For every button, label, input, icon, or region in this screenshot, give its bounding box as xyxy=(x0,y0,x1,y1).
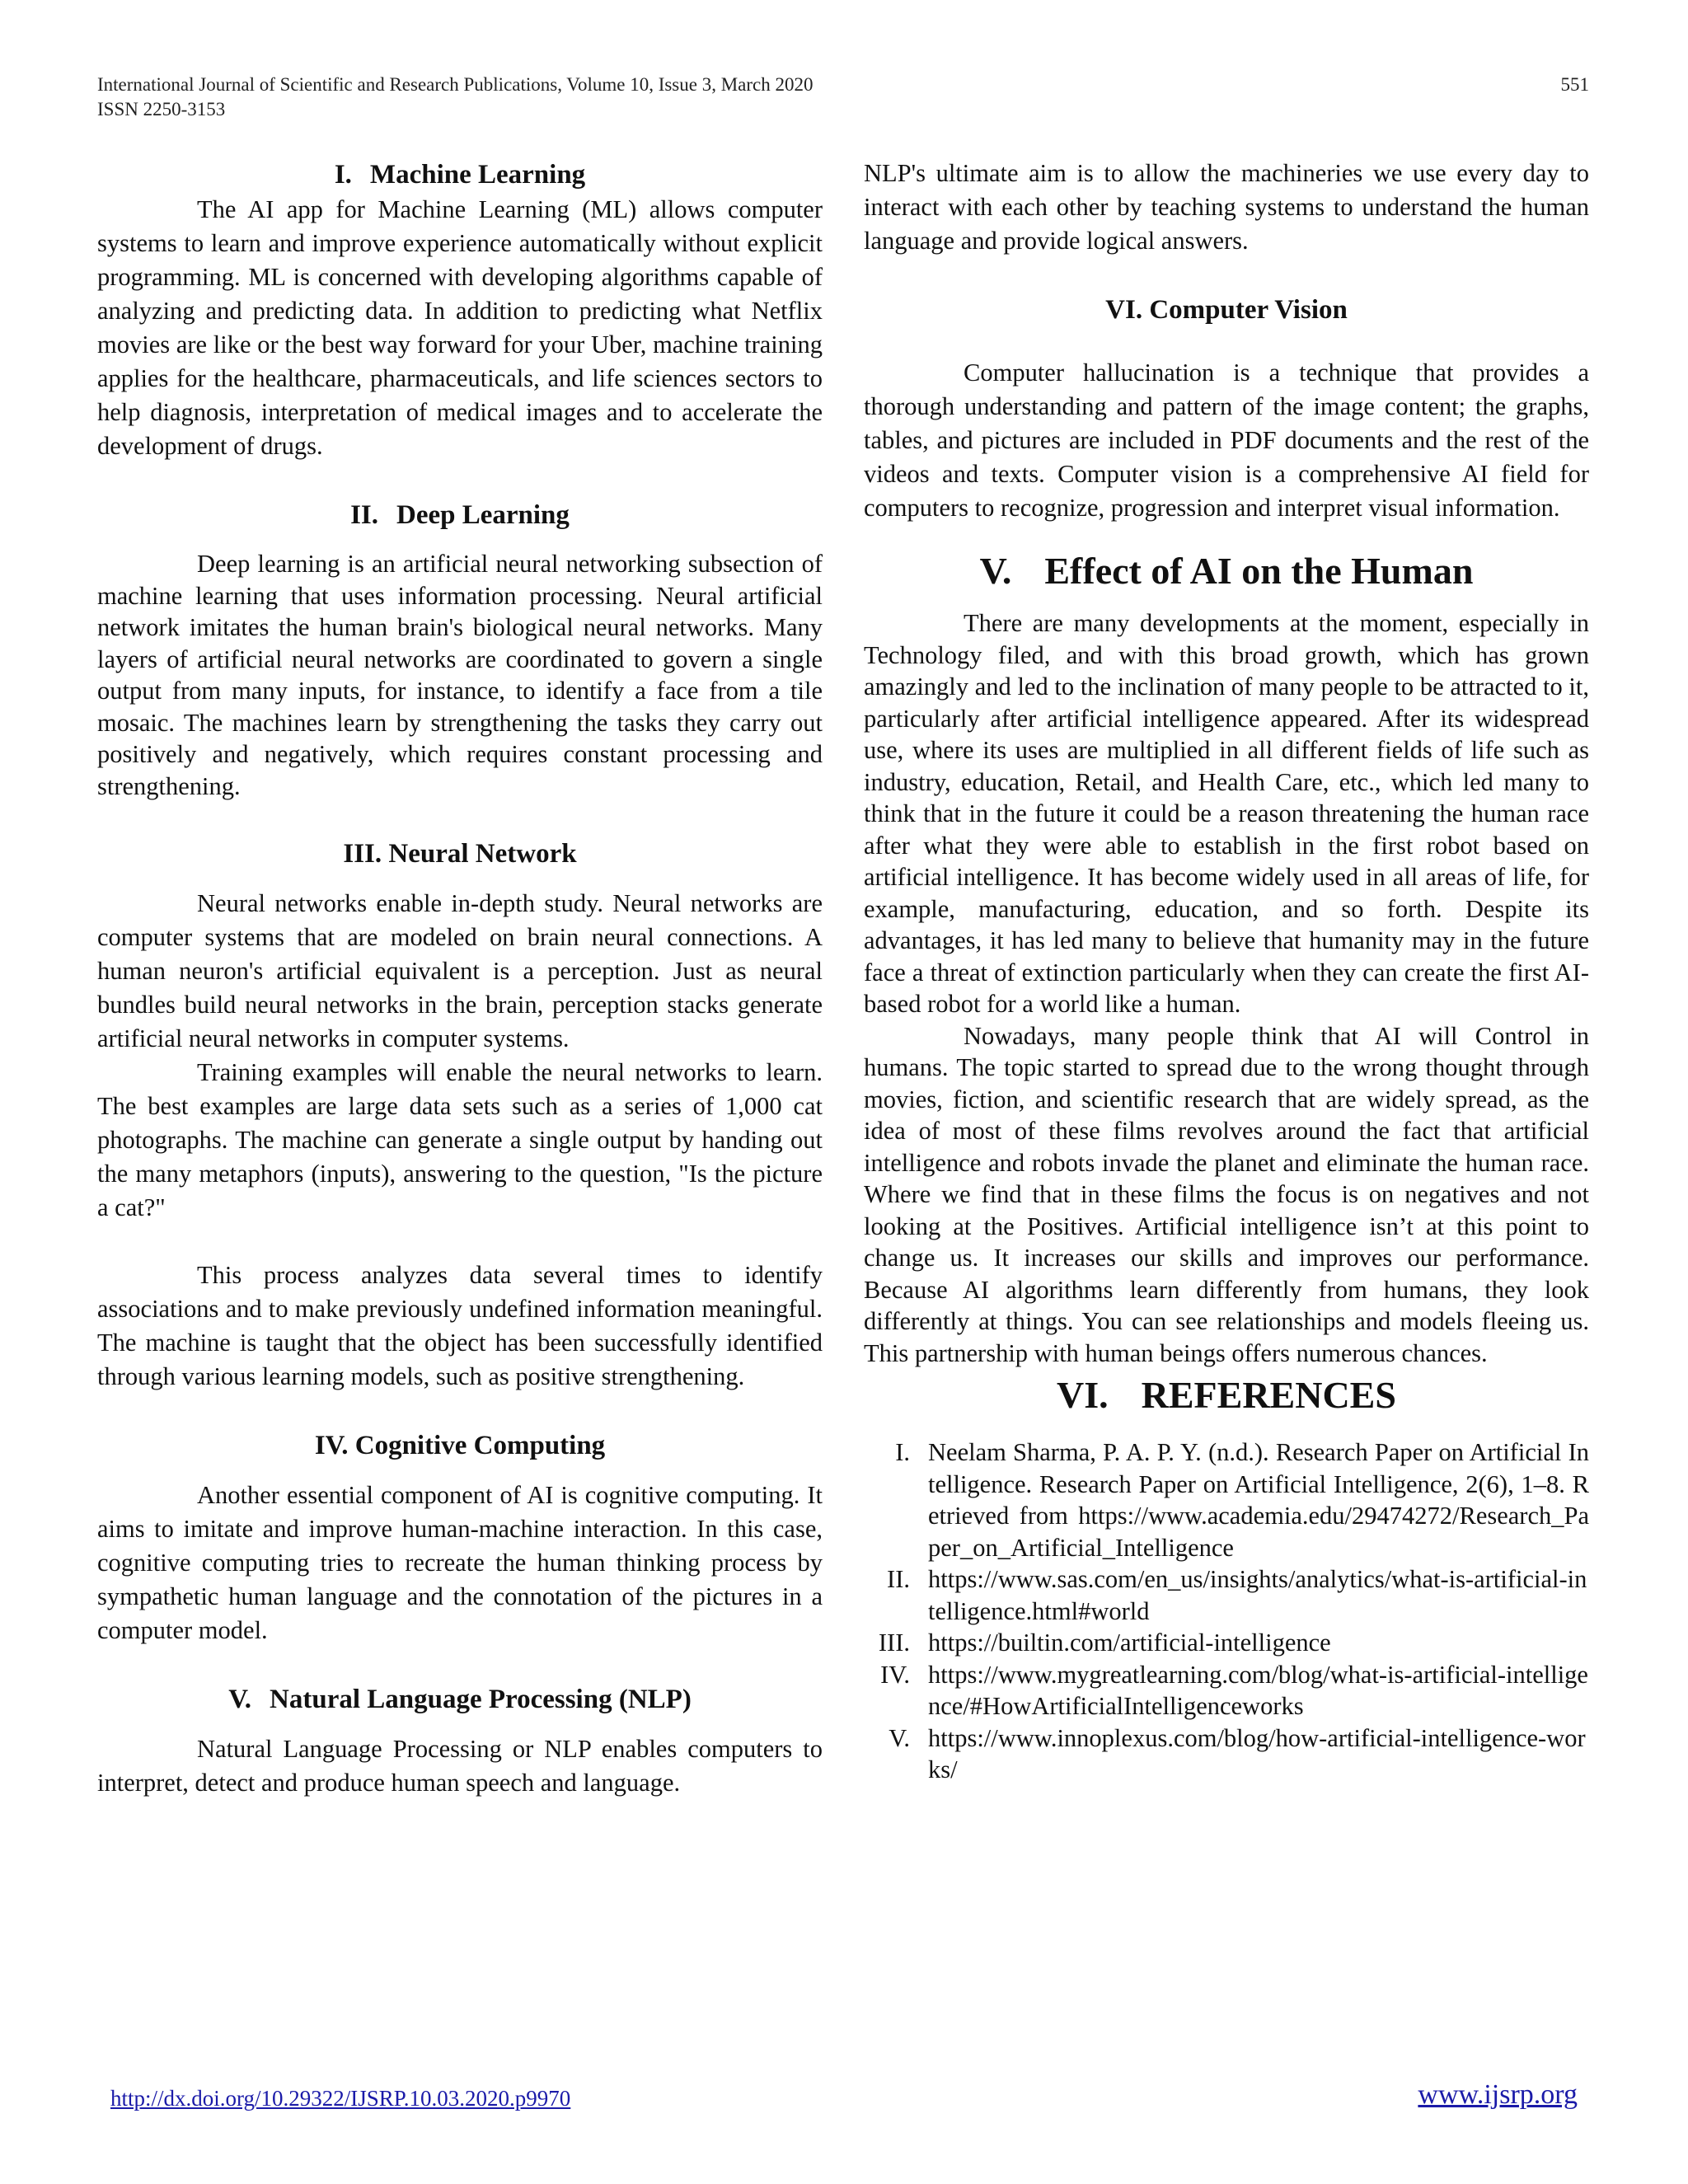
paragraph: There are many developments at the moment, especially in Technology filed, and with this broad growth, which has grown amazingly and led to the inclination of many people to be attracted to it, particularly after artificial intelligence appeared. After its widespread use, where its uses are multiplied in all different fields of life such as industry, education, Retail, and Health Care, etc., which led many to think that in the future it could be a reason threatening the human race after what they were able to establish in the first robot based on artificial intelligence. It has become widely used in all areas of life, for example, manufacturing, education, and so forth. Despite its advantages, it has led many to believe that humanity may in the future face a threat of extinction particularly when they can create the first AI-based robot for a world like a human. xyxy=(864,609,1589,1018)
paragraph: The AI app for Machine Learning (ML) allows computer systems to learn and improve experience automatically without explicit programming. ML is concerned with developing algorithms capable of analyzing and predicting data. In addition to predicting what Netflix movies are like or the best way forward for your Uber, machine training applies for the healthcare, pharmaceuticals, and life sciences sectors to help diagnosis, interpretation of medical images and to accelerate the development of drugs. xyxy=(97,195,823,460)
journal-website-link[interactable]: www.ijsrp.org xyxy=(1418,2079,1578,2110)
paragraph: Computer hallucination is a technique that provides a thorough understanding and pattern of the image content; the graphs, tables, and pictures are included in PDF documents and the rest of the videos and texts. Computer vision is a comprehensive AI field for computers to recognize, progression and interpret visual information. xyxy=(864,359,1589,522)
section-heading-references: VI. REFERENCES xyxy=(1057,1374,1396,1416)
section-heading-nlp: V. Natural Language Processing (NLP) xyxy=(228,1685,692,1714)
references-list xyxy=(864,1436,1589,1786)
paragraph: NLP's ultimate aim is to allow the machineries we use every day to interact with each other by teaching systems to understand the human language and provide logical answers. xyxy=(864,159,1589,255)
left-column xyxy=(97,157,823,1800)
paragraph: Nowadays, many people think that AI will Control in humans. The topic started to spread due to the wrong thought through movies, fiction, and scientific research that are widely spread, as the idea of most of these films revolves around the fact that artificial intelligence and robots invade the planet and eliminate the human race. Where we find that in these films the focus is on negatives and not looking at the Positives. Artificial intelligence isn’t at this point to change us. It increases our skills and improves our performance. Because AI algorithms learn differently from humans, they look differently at things. You can see relationships and models fleeing us. This partnership with human beings offers numerous chances. xyxy=(864,1021,1589,1367)
paragraph: This process analyzes data several times to identify associations and to make previously undefined information meaningful. The machine is taught that the object has been successfully identified through various learning models, such as positive strengthening. xyxy=(97,1261,823,1390)
page-number: 551 xyxy=(1560,74,1589,95)
page-footer xyxy=(110,2079,1578,2113)
paragraph: Deep learning is an artificial neural networking subsection of machine learning that uses information processing. Neural artificial network imitates the human brain's biological neural networks. Many layers of artificial neural networks are coordinated to govern a single output from many inputs, for instance, to identify a face from a tile mosaic. The machines learn by strengthening the tasks they carry out positively and negatively, which requires constant processing and strengthening. xyxy=(97,550,823,800)
page-header xyxy=(97,73,1589,122)
section-heading-cognitive-computing: IV. Cognitive Computing xyxy=(314,1431,606,1460)
issn: ISSN 2250-3153 xyxy=(97,99,226,120)
paragraph: Training examples will enable the neural networks to learn. The best examples are large data sets such as a series of 1,000 cat photographs. The machine can generate a single output by handing out the many metaphors (inputs), answering to the question, "Is the picture a cat?" xyxy=(97,1058,823,1221)
section-heading-deep-learning: II. Deep Learning xyxy=(350,500,570,530)
doi-link[interactable]: http://dx.doi.org/10.29322/IJSRP.10.03.2020.p9970 xyxy=(110,2086,571,2111)
reference-item: I. Neelam Sharma, P. A. P. Y. (n.d.). Research Paper on Artificial Intelligence. Research Paper on Artificial Intelligence, 2(6), 1–8. Retrieved from https://www.academia.edu/29474272/Research_Paper_on_Artificial_Intelligence xyxy=(895,1438,1589,1562)
paragraph: Neural networks enable in-depth study. Neural networks are computer systems that are modeled on brain neural connections. A human neuron's artificial equivalent is a perception. Just as neural bundles build neural networks in the brain, perception stacks generate artificial neural networks in computer systems. xyxy=(97,889,823,1052)
reference-item: II. https://www.sas.com/en_us/insights/analytics/what-is-artificial-intelligence.html#world xyxy=(887,1565,1587,1625)
paragraph: Another essential component of AI is cognitive computing. It aims to imitate and improve human-machine interaction. In this case, cognitive computing tries to recreate the human thinking process by sympathetic human language and the connotation of the pictures in a computer model. xyxy=(97,1481,823,1644)
reference-item: III. https://builtin.com/artificial-intelligence xyxy=(878,1629,1331,1657)
reference-item: IV. https://www.mygreatlearning.com/blog/what-is-artificial-intelligence/#HowArtificialIntelligenceworks xyxy=(880,1660,1588,1720)
reference-item: V. https://www.innoplexus.com/blog/how-artificial-intelligence-works/ xyxy=(889,1723,1586,1783)
paragraph: Natural Language Processing or NLP enables computers to interpret, detect and produce human speech and language. xyxy=(97,1735,823,1797)
section-heading-effect-of-ai: V. Effect of AI on the Human xyxy=(979,550,1474,592)
section-heading-neural-network: III. Neural Network xyxy=(343,839,577,869)
journal-citation: International Journal of Scientific and Research Publications, Volume 10, Issue 3, March 2020 xyxy=(97,74,814,95)
section-heading-machine-learning: I. Machine Learning xyxy=(334,160,586,190)
section-heading-computer-vision: VI. Computer Vision xyxy=(1105,295,1348,325)
right-column xyxy=(864,157,1589,1786)
